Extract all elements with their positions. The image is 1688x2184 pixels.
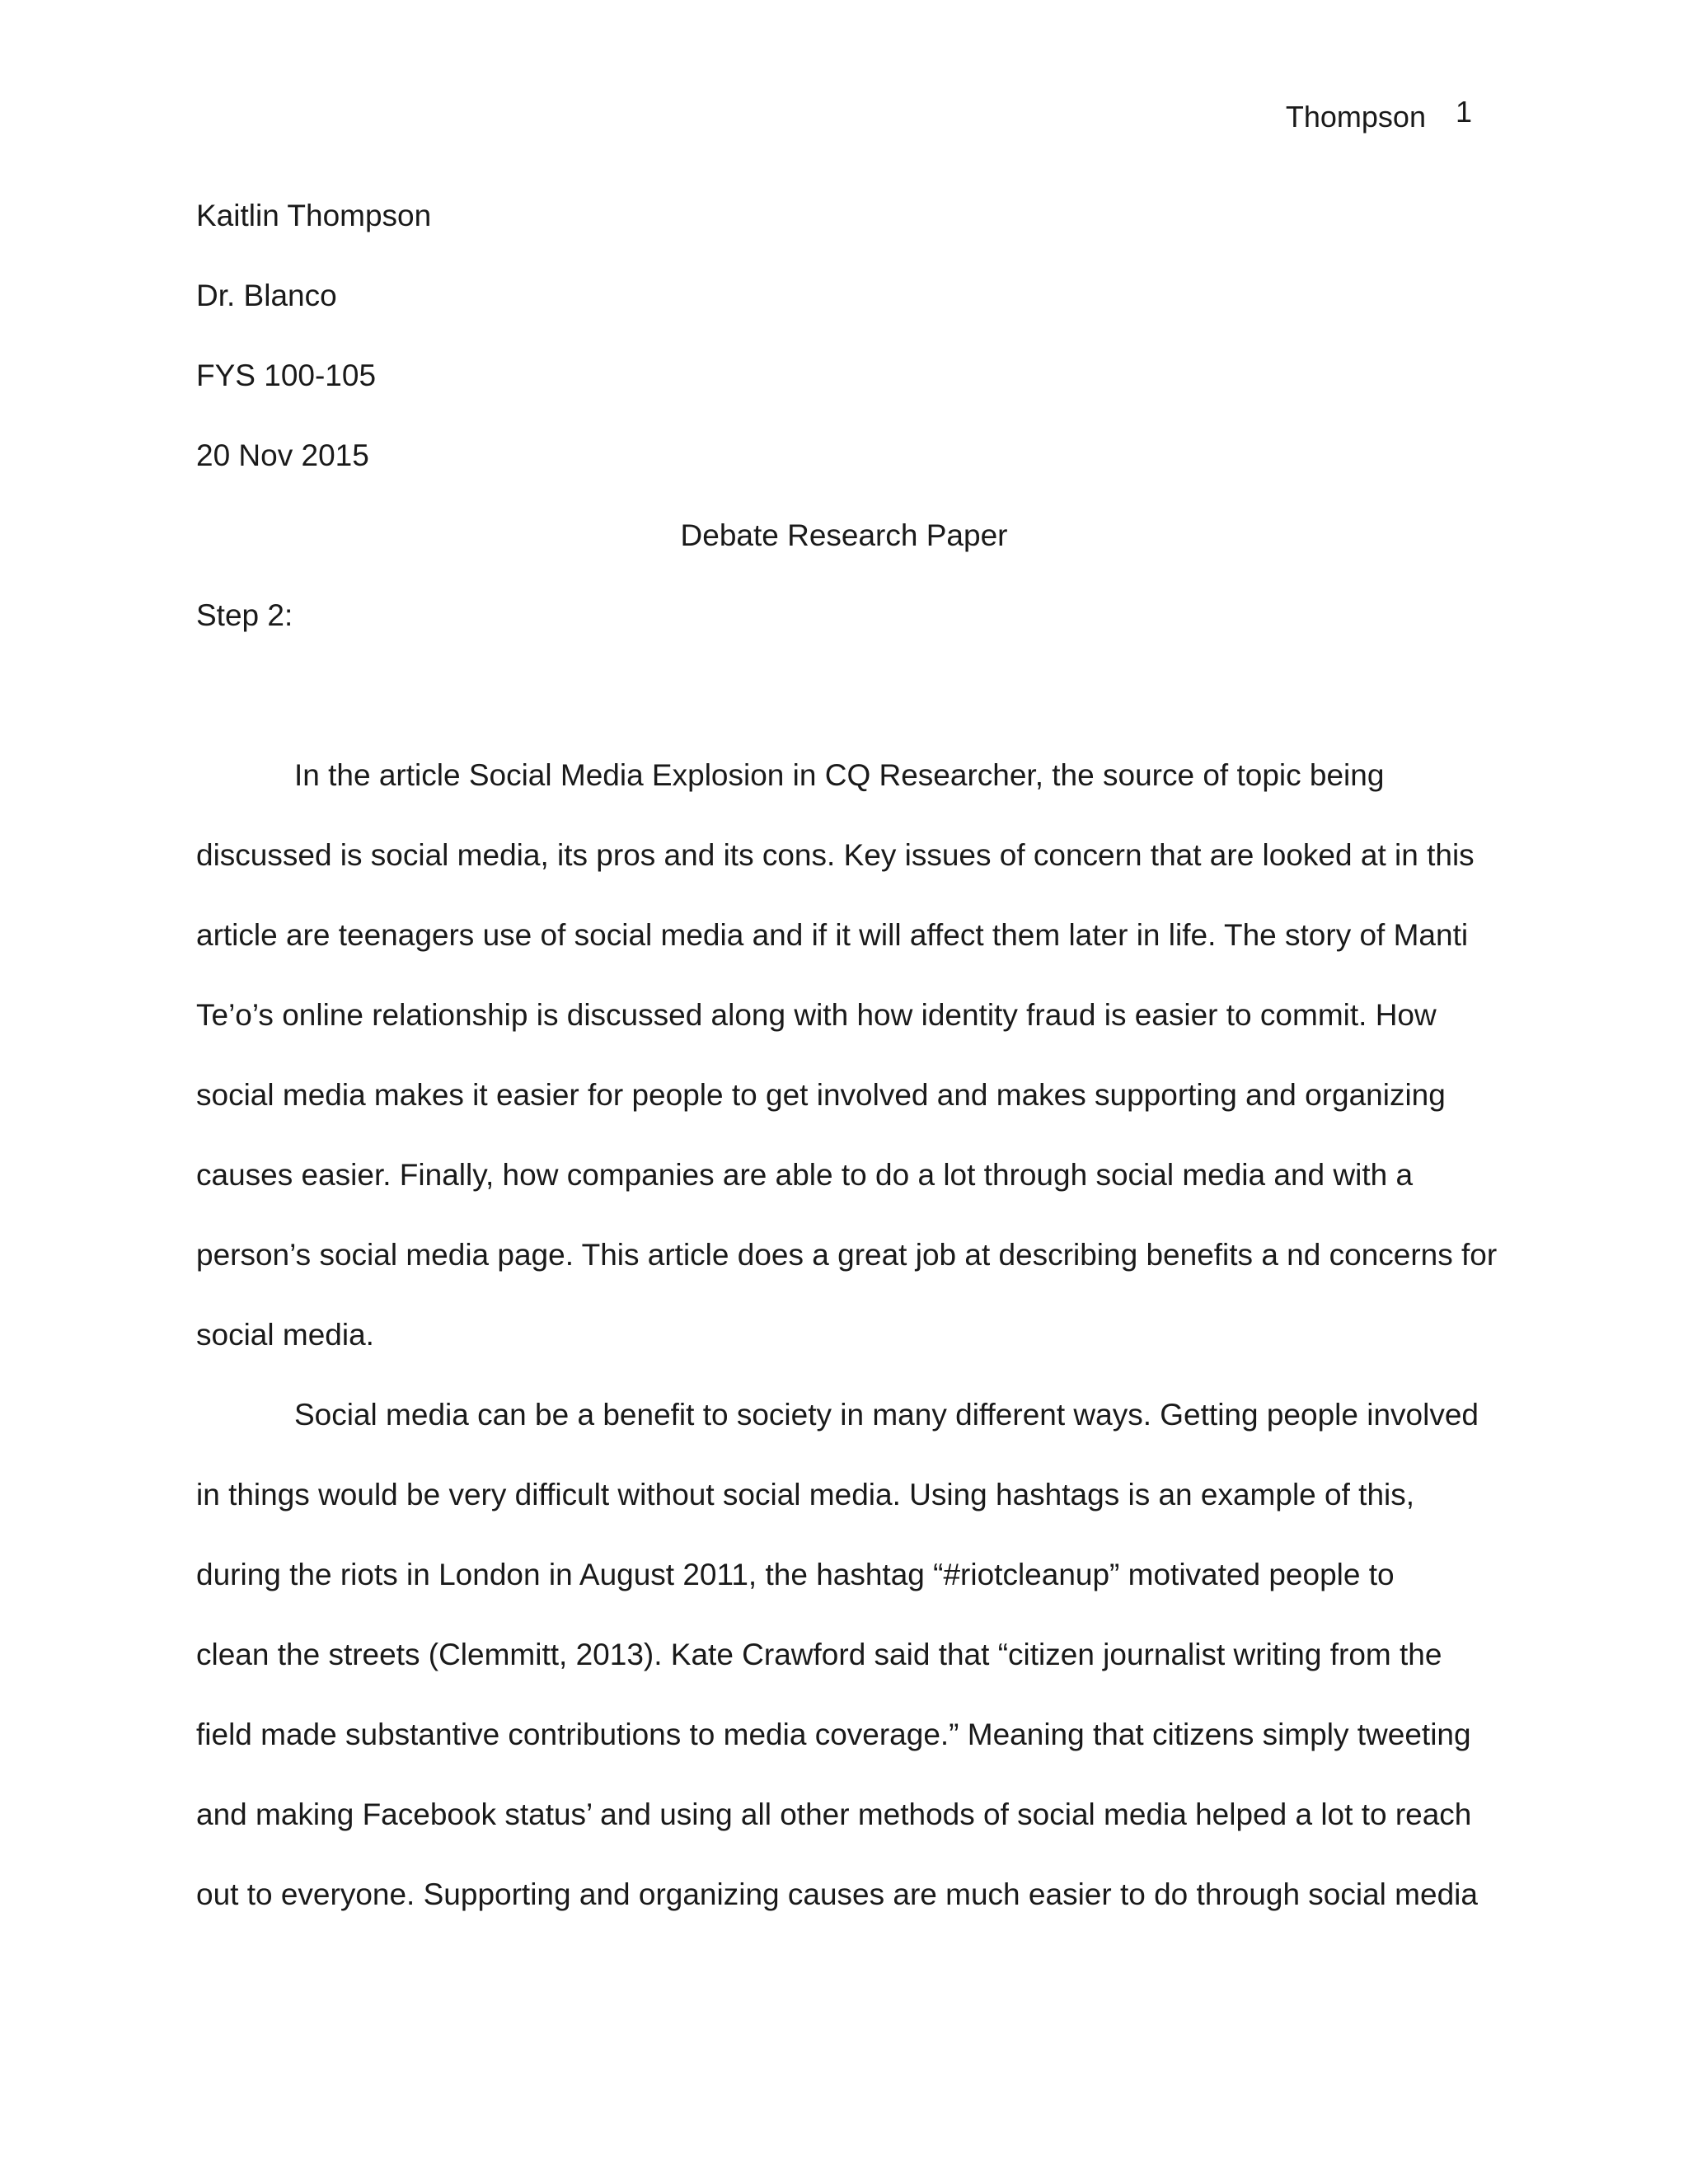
paragraph-1-line: causes easier. Finally, how companies are able to do a lot through social media and with a xyxy=(196,1158,1414,1192)
paragraph-1-line: In the article Social Media Explosion in CQ Researcher, the source of topic being xyxy=(294,758,1385,792)
paragraph-1-line: social media. xyxy=(196,1318,374,1352)
paragraph-2-line: and making Facebook status’ and using all other methods of social media helped a lot to reach xyxy=(196,1797,1472,1831)
course-code: FYS 100-105 xyxy=(196,359,377,392)
paragraph-2-line: in things would be very difficult without social media. Using hashtags is an example of this, xyxy=(196,1478,1415,1511)
paragraph-1-line: person’s social media page. This article does a great job at describing benefits a nd concerns for xyxy=(196,1238,1498,1272)
paragraph-2-line: during the riots in London in August 2011, the hashtag “#riotcleanup” motivated people to xyxy=(196,1558,1395,1591)
step-label: Step 2: xyxy=(196,598,293,632)
page-number: 1 xyxy=(1455,95,1472,129)
paragraph-1-line: discussed is social media, its pros and its cons. Key issues of concern that are looked at in this xyxy=(196,838,1475,872)
header-surname: Thompson xyxy=(1285,100,1426,134)
instructor-name: Dr. Blanco xyxy=(196,279,337,312)
date-line: 20 Nov 2015 xyxy=(196,438,369,472)
paragraph-2-line: clean the streets (Clemmitt, 2013). Kate Crawford said that “citizen journalist writing from the xyxy=(196,1638,1442,1671)
paragraph-2-line: field made substantive contributions to media coverage.” Meaning that citizens simply tweeting xyxy=(196,1718,1471,1751)
paragraph-1-line: Te’o’s online relationship is discussed along with how identity fraud is easier to commit. How xyxy=(196,998,1437,1032)
paragraph-2-line: out to everyone. Supporting and organizing causes are much easier to do through social media xyxy=(196,1877,1478,1911)
paper-title: Debate Research Paper xyxy=(680,518,1008,552)
paragraph-1-line: article are teenagers use of social media and if it will affect them later in life. The story of Manti xyxy=(196,918,1469,952)
author-name: Kaitlin Thompson xyxy=(196,199,432,232)
paragraph-1-line: social media makes it easier for people to get involved and makes supporting and organizing xyxy=(196,1078,1446,1112)
running-header xyxy=(1285,95,1472,135)
paragraph-2-line: Social media can be a benefit to society in many different ways. Getting people involved xyxy=(294,1398,1479,1432)
